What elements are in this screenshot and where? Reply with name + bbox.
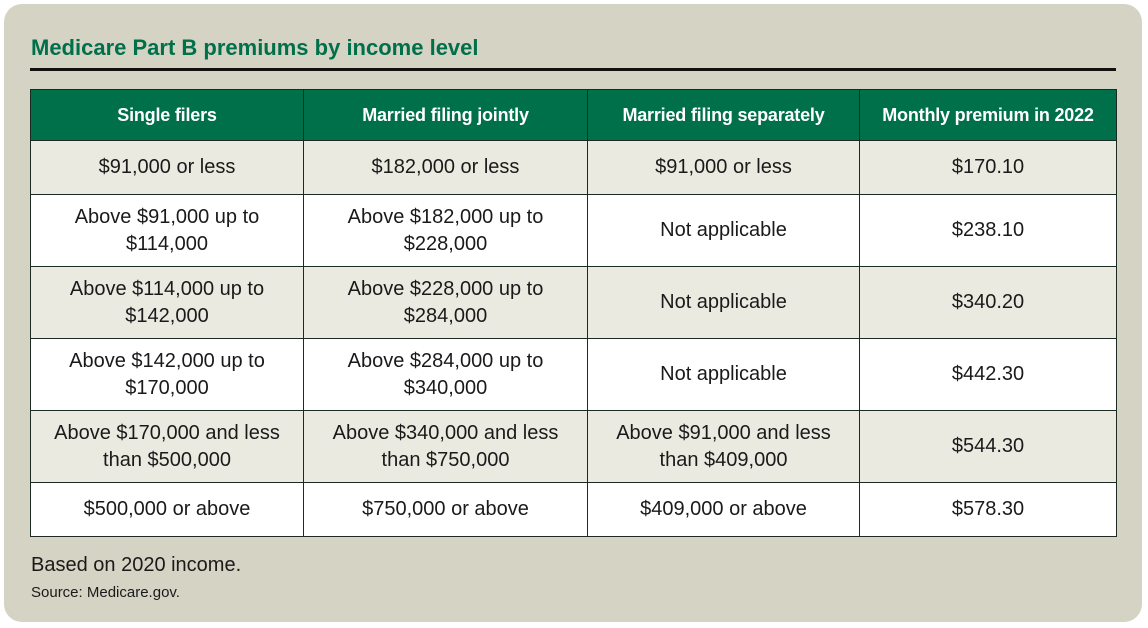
cell-single-filers: Above $142,000 up to $170,000 — [31, 339, 304, 411]
premium-card — [4, 4, 1142, 622]
cell-single-filers: Above $170,000 and less than $500,000 — [31, 411, 304, 483]
cell-married-jointly: Above $284,000 up to $340,000 — [304, 339, 588, 411]
cell-married-separately: Not applicable — [588, 195, 860, 267]
table-row — [31, 339, 1117, 411]
cell-married-separately: $409,000 or above — [588, 483, 860, 537]
column-header-married-separately: Married filing separately — [588, 90, 860, 141]
cell-married-separately: $91,000 or less — [588, 141, 860, 195]
cell-single-filers: Above $91,000 up to $114,000 — [31, 195, 304, 267]
income-year-note: Based on 2020 income. — [31, 554, 242, 576]
premium-table — [30, 89, 1117, 537]
cell-monthly-premium: $340.20 — [860, 267, 1117, 339]
cell-married-separately: Not applicable — [588, 267, 860, 339]
table-row — [31, 195, 1117, 267]
cell-monthly-premium: $442.30 — [860, 339, 1117, 411]
cell-married-jointly: $182,000 or less — [304, 141, 588, 195]
table-row — [31, 411, 1117, 483]
cell-married-jointly: Above $182,000 up to $228,000 — [304, 195, 588, 267]
cell-monthly-premium: $238.10 — [860, 195, 1117, 267]
table-row — [31, 141, 1117, 195]
cell-single-filers: $91,000 or less — [31, 141, 304, 195]
table-header-row — [31, 90, 1117, 141]
page-title: Medicare Part B premiums by income level — [31, 35, 479, 60]
cell-married-separately: Above $91,000 and less than $409,000 — [588, 411, 860, 483]
table-row — [31, 267, 1117, 339]
source-credit: Source: Medicare.gov. — [31, 584, 180, 601]
column-header-monthly-premium: Monthly premium in 2022 — [860, 90, 1117, 141]
cell-married-jointly: $750,000 or above — [304, 483, 588, 537]
cell-married-jointly: Above $228,000 up to $284,000 — [304, 267, 588, 339]
cell-monthly-premium: $544.30 — [860, 411, 1117, 483]
column-header-married-jointly: Married filing jointly — [304, 90, 588, 141]
cell-monthly-premium: $578.30 — [860, 483, 1117, 537]
cell-single-filers: $500,000 or above — [31, 483, 304, 537]
cell-single-filers: Above $114,000 up to $142,000 — [31, 267, 304, 339]
column-header-single-filers: Single filers — [31, 90, 304, 141]
cell-married-jointly: Above $340,000 and less than $750,000 — [304, 411, 588, 483]
title-divider — [30, 68, 1116, 71]
cell-monthly-premium: $170.10 — [860, 141, 1117, 195]
cell-married-separately: Not applicable — [588, 339, 860, 411]
table-row — [31, 483, 1117, 537]
